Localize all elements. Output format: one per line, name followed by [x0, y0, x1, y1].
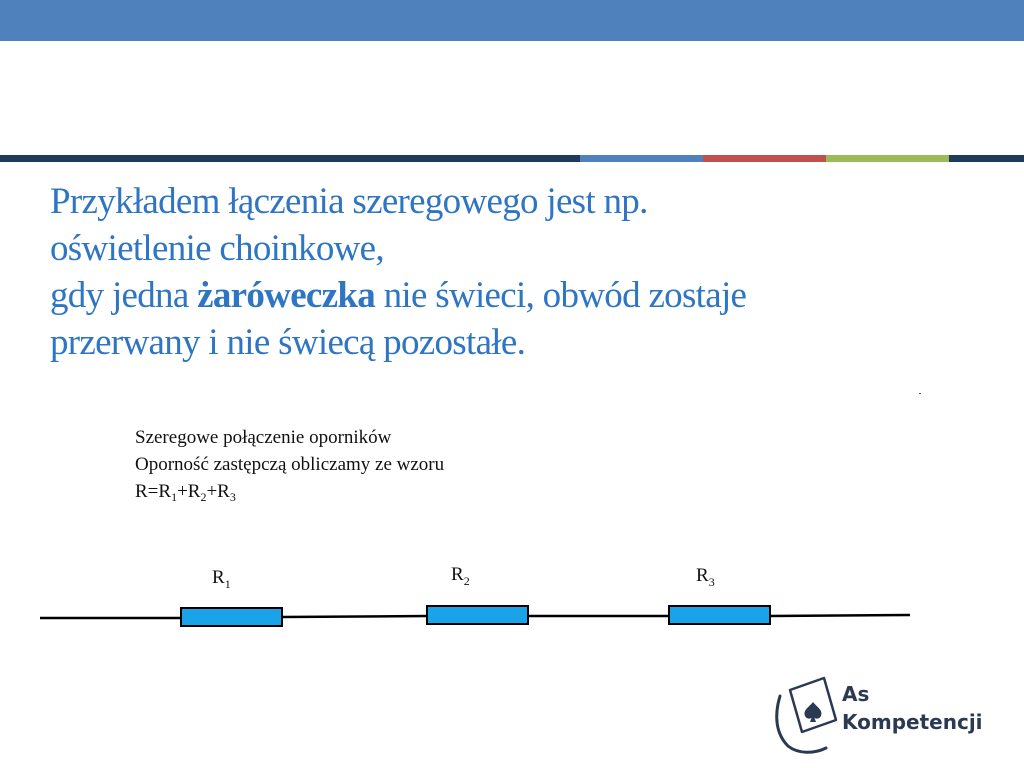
top-banner: [0, 0, 1024, 41]
logo-line-1: As: [842, 682, 870, 706]
as-kompetencji-logo: [770, 676, 1010, 756]
formula: [135, 478, 444, 511]
formula-part: R=R: [135, 481, 172, 502]
heading-line-3-start: gdy jedna: [50, 275, 198, 316]
wire-mid-1: [282, 616, 428, 617]
figure-subtitle: Oporność zastępczą obliczamy ze wzoru: [135, 454, 445, 475]
logo-wordmark: [842, 680, 983, 736]
playing-card-icon: [770, 676, 840, 756]
resistor-label-r3: $R_3$: [696, 565, 715, 589]
heading-line-2: oświetlenie choinkowe,: [50, 228, 384, 269]
heading-line-3-end: nie świeci, obwód zostaje: [375, 275, 747, 316]
heading-bold-word: żaróweczka: [197, 275, 376, 316]
stray-dot: [919, 393, 921, 394]
resistor-label-r2: $R_2$: [451, 564, 470, 588]
heading-line-1: Przykładem łączenia szeregowego jest np.: [50, 181, 648, 222]
accent-blue-bar: [580, 155, 703, 162]
accent-red-bar: [703, 155, 826, 162]
heading-line-3: [50, 272, 970, 319]
formula-part: +R: [206, 481, 230, 502]
formula-part: +R: [177, 481, 201, 502]
resistor-r3: [669, 606, 770, 624]
formula-sub: 3: [229, 490, 236, 504]
figure-title: Szeregowe połączenie oporników: [135, 427, 392, 448]
formula-sub: 2: [200, 490, 207, 504]
resistor-r1: [181, 608, 282, 626]
figure-caption: [135, 424, 444, 511]
series-circuit-diagram: [0, 540, 1024, 650]
heading-line-4: przerwany i nie świecą pozostałe.: [50, 322, 526, 363]
logo-line-2: Kompetencji: [842, 710, 983, 734]
resistor-r2: [427, 606, 528, 624]
resistor-label-r1: $R_1$: [212, 567, 231, 591]
accent-green-bar: [826, 155, 949, 162]
formula-sub: 1: [171, 490, 178, 504]
slide-heading: [50, 178, 970, 366]
wire-right: [770, 615, 910, 616]
